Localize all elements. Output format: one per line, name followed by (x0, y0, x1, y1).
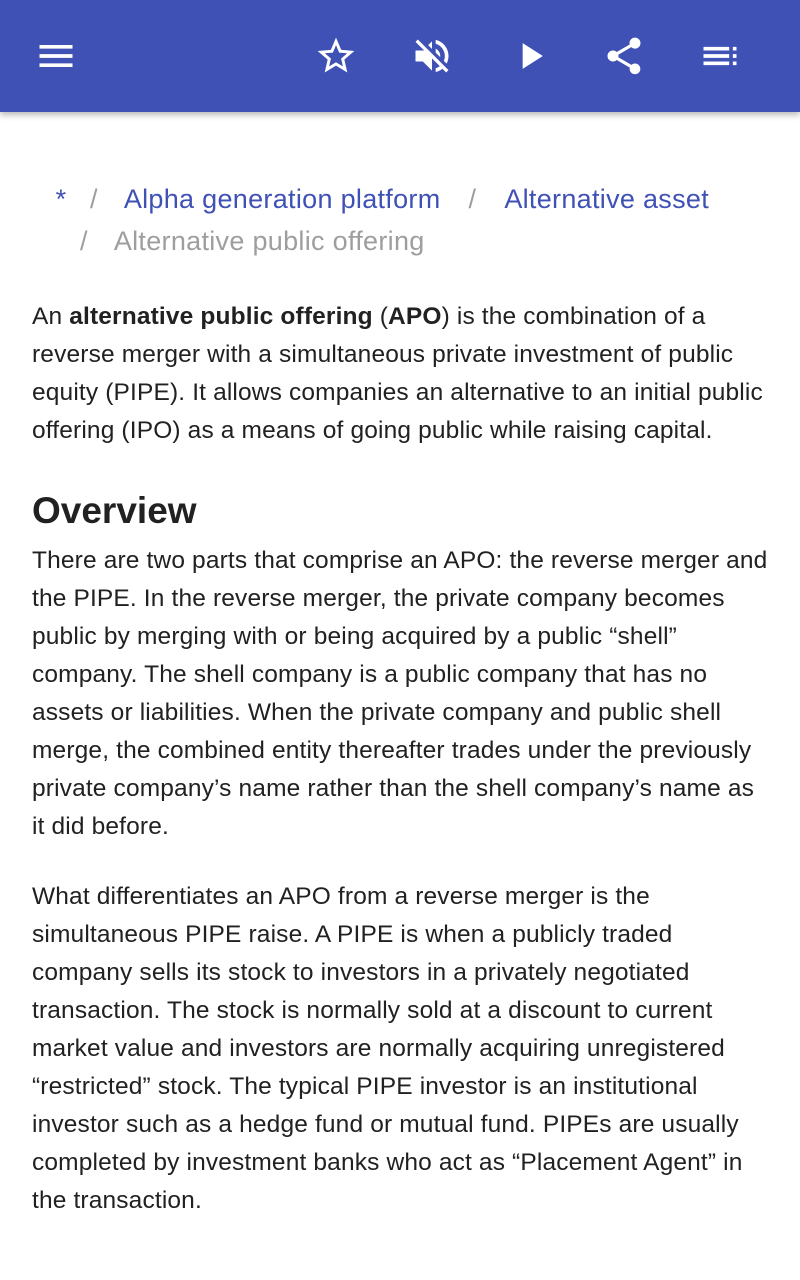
breadcrumb-link-alpha-generation-platform[interactable]: Alpha generation platform (123, 184, 441, 214)
contents-button[interactable] (692, 28, 748, 84)
intro-text: An (32, 303, 70, 330)
table-of-contents-icon (698, 34, 742, 78)
breadcrumb-current: Alternative public offering (113, 226, 425, 256)
share-icon (602, 34, 646, 78)
intro-term: alternative public offering (69, 303, 373, 330)
sound-button[interactable] (404, 28, 460, 84)
play-icon (508, 34, 552, 78)
play-button[interactable] (502, 28, 558, 84)
intro-abbreviation: APO (388, 303, 442, 330)
intro-paragraph (32, 298, 772, 450)
article-content (0, 112, 800, 1280)
breadcrumb-separator: / (468, 184, 477, 214)
intro-text: ( (372, 303, 389, 330)
bookmark-button[interactable] (308, 28, 364, 84)
app-toolbar (0, 0, 800, 112)
breadcrumb (32, 178, 772, 262)
overview-paragraph-1: There are two parts that comprise an APO: the reverse merger and the PIPE. In the reverse merger, the private company becomes public by merging with or being acquired by a public “shell” company. The shell company is a public company that has no assets or liabilities. When the private company and public shell merge, the combined entity thereafter trades under the previously private company’s name rather than the shell company’s name as it did before. (32, 547, 768, 840)
volume-off-icon (410, 34, 454, 78)
star-outline-icon (314, 34, 358, 78)
section-heading-overview: Overview (32, 490, 197, 531)
article-body (32, 298, 772, 1220)
breadcrumb-home-link[interactable]: * (55, 184, 67, 214)
intro-text: ) is the combination of a reverse merger with a simultaneous private investment of public equity (PIPE). It allows companies an alternative to an initial public offering (IPO) as a means of going public while raising capital. (32, 303, 763, 444)
paragraph-spacer (32, 846, 772, 878)
share-button[interactable] (596, 28, 652, 84)
breadcrumb-link-alternative-asset[interactable]: Alternative asset (504, 184, 710, 214)
menu-icon (34, 34, 78, 78)
breadcrumb-separator: / (80, 226, 88, 256)
overview-paragraph-2: What differentiates an APO from a reverse merger is the simultaneous PIPE raise. A PIPE is when a publicly traded company sells its stock to investors in a privately negotiated transaction. The stock is normally sold at a discount to current market value and investors are normally acquiring unregistered “restricted” stock. The typical PIPE investor is an institutional investor such as a hedge fund or mutual fund. PIPEs are usually completed by investment banks who act as “Placement Agent” in the transaction. (32, 883, 743, 1214)
breadcrumb-separator: / (90, 184, 98, 214)
menu-button[interactable] (28, 28, 84, 84)
